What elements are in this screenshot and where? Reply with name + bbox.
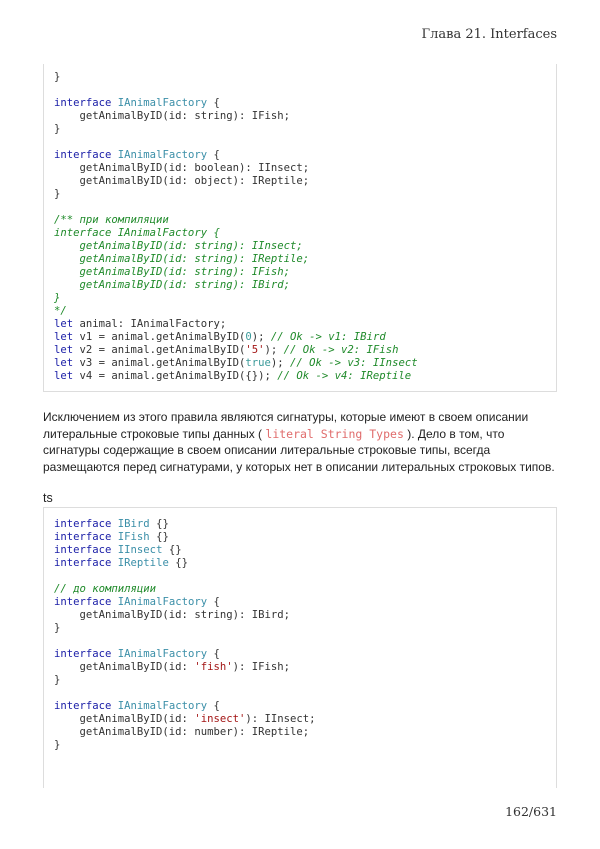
code-token-type-name: IReptile <box>117 557 169 569</box>
code-token-keyword: let <box>54 331 74 343</box>
code-token-comment: interface IAnimalFactory { <box>54 227 220 239</box>
code-line <box>54 149 556 162</box>
code-line <box>54 596 556 609</box>
code-line <box>54 739 556 752</box>
code-line <box>54 700 556 713</box>
code-token-code-text: } <box>54 123 61 135</box>
code-token-code-text: getAnimalByID(id: boolean): IInsect; <box>54 162 310 174</box>
code-token-comment: // Ok -> v3: IInsect <box>290 357 418 369</box>
code-token-comment: getAnimalByID(id: string): IFish; <box>54 266 290 278</box>
code-line <box>54 162 556 175</box>
code-token-code-text: { <box>207 648 220 660</box>
code-token-type-name: IAnimalFactory <box>117 648 208 660</box>
code-line <box>54 674 556 687</box>
code-line <box>54 227 556 240</box>
code-line <box>54 557 556 570</box>
code-token-type-name: IAnimalFactory <box>117 596 208 608</box>
code-token-comment: } <box>54 292 61 304</box>
code-line <box>54 531 556 544</box>
code-token-code-text: ); <box>251 331 271 343</box>
code-token-code-text: { <box>207 700 220 712</box>
code-token-comment: // Ok -> v1: IBird <box>270 331 386 343</box>
code-token-string-literal: 'fish' <box>194 661 233 673</box>
code-line <box>54 253 556 266</box>
code-token-keyword: let <box>54 318 74 330</box>
code-token-keyword: interface <box>54 149 112 161</box>
code-token-type-name: IAnimalFactory <box>117 700 208 712</box>
code-token-keyword: interface <box>54 557 112 569</box>
code-line <box>54 110 556 123</box>
code-line <box>54 357 556 370</box>
code-token-code-text: } <box>54 739 61 751</box>
code-line <box>54 344 556 357</box>
code-token-keyword: let <box>54 357 74 369</box>
code-token-literal-value: 0 <box>245 331 252 343</box>
code-token-code-text: getAnimalByID(id: string): IBird; <box>54 609 290 621</box>
code-token-keyword: let <box>54 344 74 356</box>
code-token-code-text: } <box>54 71 61 83</box>
code-line <box>54 370 556 383</box>
code-line <box>54 622 556 635</box>
code-line <box>54 292 556 305</box>
code-line <box>54 240 556 253</box>
code-token-code-text: { <box>207 596 220 608</box>
page-number: 162/631 <box>505 804 557 819</box>
code-token-code-text: ): IInsect; <box>245 713 316 725</box>
code-token-code-text: } <box>54 622 61 634</box>
code-line <box>54 726 556 739</box>
paragraph-text-after: ). Дело в том, что сигнатуры содержащие в своем описании литеральные строковые типы, всегда размещаются перед сигнатурами, у которых нет в описании литеральных строковых типов. <box>43 426 555 474</box>
code-line <box>54 71 556 84</box>
code-token-comment: // до компиляции <box>54 583 157 595</box>
code-token-string-literal: '5' <box>245 344 265 356</box>
inline-code-literal: literal String Types <box>265 426 404 441</box>
code-line <box>54 175 556 188</box>
code-token-code-text: {} <box>149 518 169 530</box>
code-line <box>54 318 556 331</box>
code-line <box>54 188 556 201</box>
code-token-comment: // Ok -> v4: IReptile <box>277 370 412 382</box>
code-line <box>54 97 556 110</box>
code-token-type-name: IBird <box>117 518 150 530</box>
code-token-keyword: interface <box>54 518 112 530</box>
code-line <box>54 609 556 622</box>
code-line <box>54 123 556 136</box>
code-token-code-text: {} <box>168 557 188 569</box>
code-token-keyword: interface <box>54 544 112 556</box>
chapter-header: Глава 21. Interfaces <box>421 27 557 42</box>
code-token-code-text: {} <box>149 531 169 543</box>
code-token-code-text: getAnimalByID(id: string): IFish; <box>54 110 290 122</box>
code-token-code-text: animal: IAnimalFactory; <box>73 318 227 330</box>
code-line <box>54 331 556 344</box>
code-token-code-text: getAnimalByID(id: number): IReptile; <box>54 726 310 738</box>
code-token-code-text: v1 = animal.getAnimalByID( <box>73 331 246 343</box>
code-block-1 <box>43 64 557 392</box>
code-line <box>54 635 556 648</box>
code-token-code-text: v2 = animal.getAnimalByID( <box>73 344 246 356</box>
code-token-comment: /** при компиляции <box>54 214 169 226</box>
code-token-keyword: interface <box>54 531 112 543</box>
code-token-code-text: } <box>54 674 61 686</box>
code-token-keyword: interface <box>54 648 112 660</box>
code-token-string-literal: 'insect' <box>194 713 246 725</box>
code-token-code-text: v3 = animal.getAnimalByID( <box>73 357 246 369</box>
code-token-code-text: { <box>207 149 220 161</box>
code-token-code-text: ); <box>270 357 291 369</box>
code-block-2 <box>43 507 557 788</box>
code-token-keyword: let <box>54 370 74 382</box>
code-line <box>54 305 556 318</box>
code-token-type-name: IAnimalFactory <box>117 97 208 109</box>
code-token-comment: getAnimalByID(id: string): IReptile; <box>54 253 310 265</box>
code-token-code-text: getAnimalByID(id: <box>54 713 195 725</box>
code-token-comment: */ <box>54 305 67 317</box>
code-line <box>54 661 556 674</box>
code-token-code-text: {} <box>162 544 182 556</box>
code-token-keyword: interface <box>54 596 112 608</box>
code-line <box>54 570 556 583</box>
code-line <box>54 687 556 700</box>
code-line <box>54 201 556 214</box>
code-line <box>54 214 556 227</box>
code-language-label: ts <box>43 491 53 505</box>
code-token-keyword: interface <box>54 700 112 712</box>
code-line <box>54 84 556 97</box>
code-line <box>54 518 556 531</box>
code-line <box>54 544 556 557</box>
code-token-comment: getAnimalByID(id: string): IInsect; <box>54 240 303 252</box>
code-line <box>54 648 556 661</box>
code-line <box>54 279 556 292</box>
code-token-code-text: ); <box>264 344 284 356</box>
code-token-code-text: } <box>54 188 61 200</box>
code-token-code-text: getAnimalByID(id: object): IReptile; <box>54 175 310 187</box>
body-paragraph <box>43 409 563 475</box>
code-token-type-name: IFish <box>117 531 150 543</box>
code-token-keyword: interface <box>54 97 112 109</box>
code-token-comment: getAnimalByID(id: string): IBird; <box>54 279 290 291</box>
code-line <box>54 266 556 279</box>
code-line <box>54 583 556 596</box>
code-token-literal-value: true <box>245 357 271 369</box>
code-token-code-text: { <box>207 97 220 109</box>
code-line <box>54 713 556 726</box>
code-token-comment: // Ok -> v2: IFish <box>283 344 399 356</box>
code-token-type-name: IInsect <box>117 544 163 556</box>
code-token-code-text: getAnimalByID(id: <box>54 661 195 673</box>
paragraph-text-before: Исключением из этого правила являются сигнатуры, которые имеют в своем описании литеральные строковые типы данных ( <box>43 410 529 441</box>
code-token-code-text: ): IFish; <box>232 661 291 673</box>
code-token-type-name: IAnimalFactory <box>117 149 208 161</box>
code-line <box>54 136 556 149</box>
code-token-code-text: v4 = animal.getAnimalByID({}); <box>73 370 278 382</box>
